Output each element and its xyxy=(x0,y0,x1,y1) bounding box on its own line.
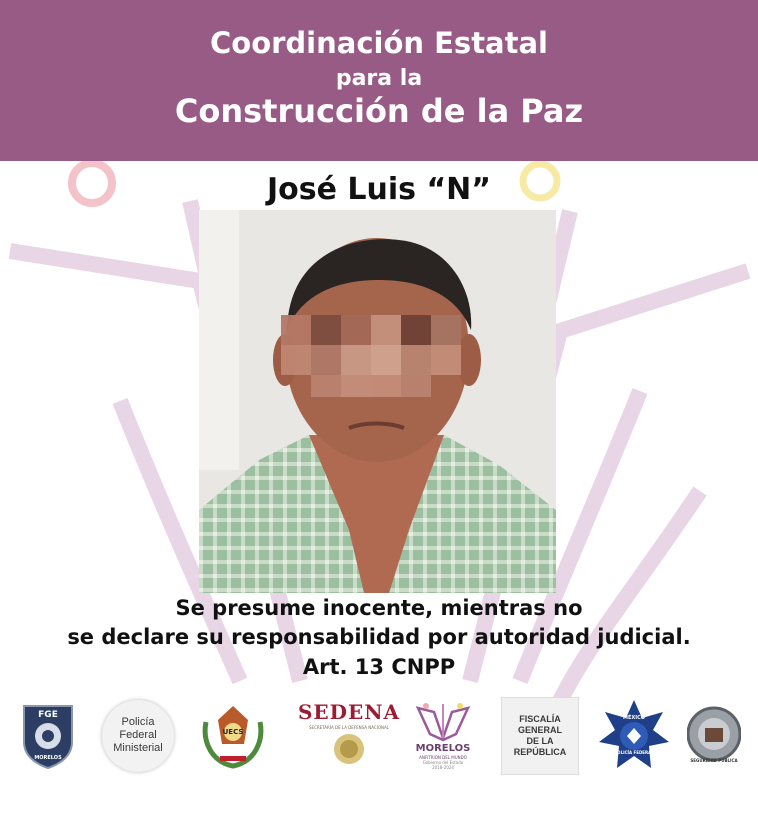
article-reference: Art. 13 CNPP xyxy=(302,655,456,679)
fgr-line4: REPÚBLICA xyxy=(513,747,567,757)
presumption-caption-line1: Se presume inocente, mientras no xyxy=(175,596,583,620)
header-title-line2: para la xyxy=(335,66,423,91)
morelos-gov-label: Gobierno del Estado xyxy=(422,760,464,765)
fgr-logo xyxy=(501,697,579,775)
sedena-sub-label: SECRETARÍA DE LA DEFENSA NACIONAL xyxy=(309,725,389,730)
policia-federal-star-logo xyxy=(597,698,671,772)
fge-label: FGE xyxy=(38,710,58,720)
pfm-line3: Ministerial xyxy=(113,742,163,754)
seguridad-publica-logo xyxy=(687,702,741,768)
sedena-seal-icon xyxy=(333,733,365,765)
seguridad-label: SEGURIDAD PÚBLICA xyxy=(690,758,738,763)
pfm-line1: Policía xyxy=(121,716,155,728)
morelos-sub-label: ANFITRIÓN DEL MUNDO xyxy=(419,755,467,760)
eagle-wreath-icon xyxy=(198,702,268,770)
morelos-lotus-icon xyxy=(412,700,474,744)
header-title-line3: Construcción de la Paz xyxy=(174,92,584,130)
uecs-label: UECS xyxy=(222,728,244,736)
policia-mx-bottom-label: POLICÍA FEDERAL xyxy=(614,750,654,755)
header-banner xyxy=(0,0,758,161)
fgr-line1: FISCALÍA xyxy=(519,714,561,724)
fgr-line3: DE LA xyxy=(526,736,554,746)
morelos-logo xyxy=(412,700,474,772)
morelos-years-label: 2018-2024 xyxy=(432,765,454,770)
pfm-line2: Federal xyxy=(119,729,157,741)
person-portrait-icon xyxy=(199,210,556,593)
mugshot-photo xyxy=(199,210,556,593)
fge-morelos-logo xyxy=(20,702,76,770)
sedena-logo xyxy=(288,700,410,770)
police-star-icon xyxy=(597,698,671,772)
fge-sub-label: MORELOS xyxy=(34,755,62,761)
uecs-logo xyxy=(198,702,268,770)
fgr-line2: GENERAL xyxy=(517,725,562,735)
morelos-label: MORELOS xyxy=(415,743,471,754)
policia-federal-ministerial-logo xyxy=(102,700,174,772)
header-title-line1: Coordinación Estatal xyxy=(209,26,549,60)
policia-mx-top-label: MÉXICO xyxy=(622,715,646,721)
sedena-label: SEDENA xyxy=(297,700,401,724)
person-name: José Luis “N” xyxy=(266,172,492,207)
presumption-caption-line2: se declare su responsabilidad por autoridad judicial. xyxy=(67,625,691,649)
